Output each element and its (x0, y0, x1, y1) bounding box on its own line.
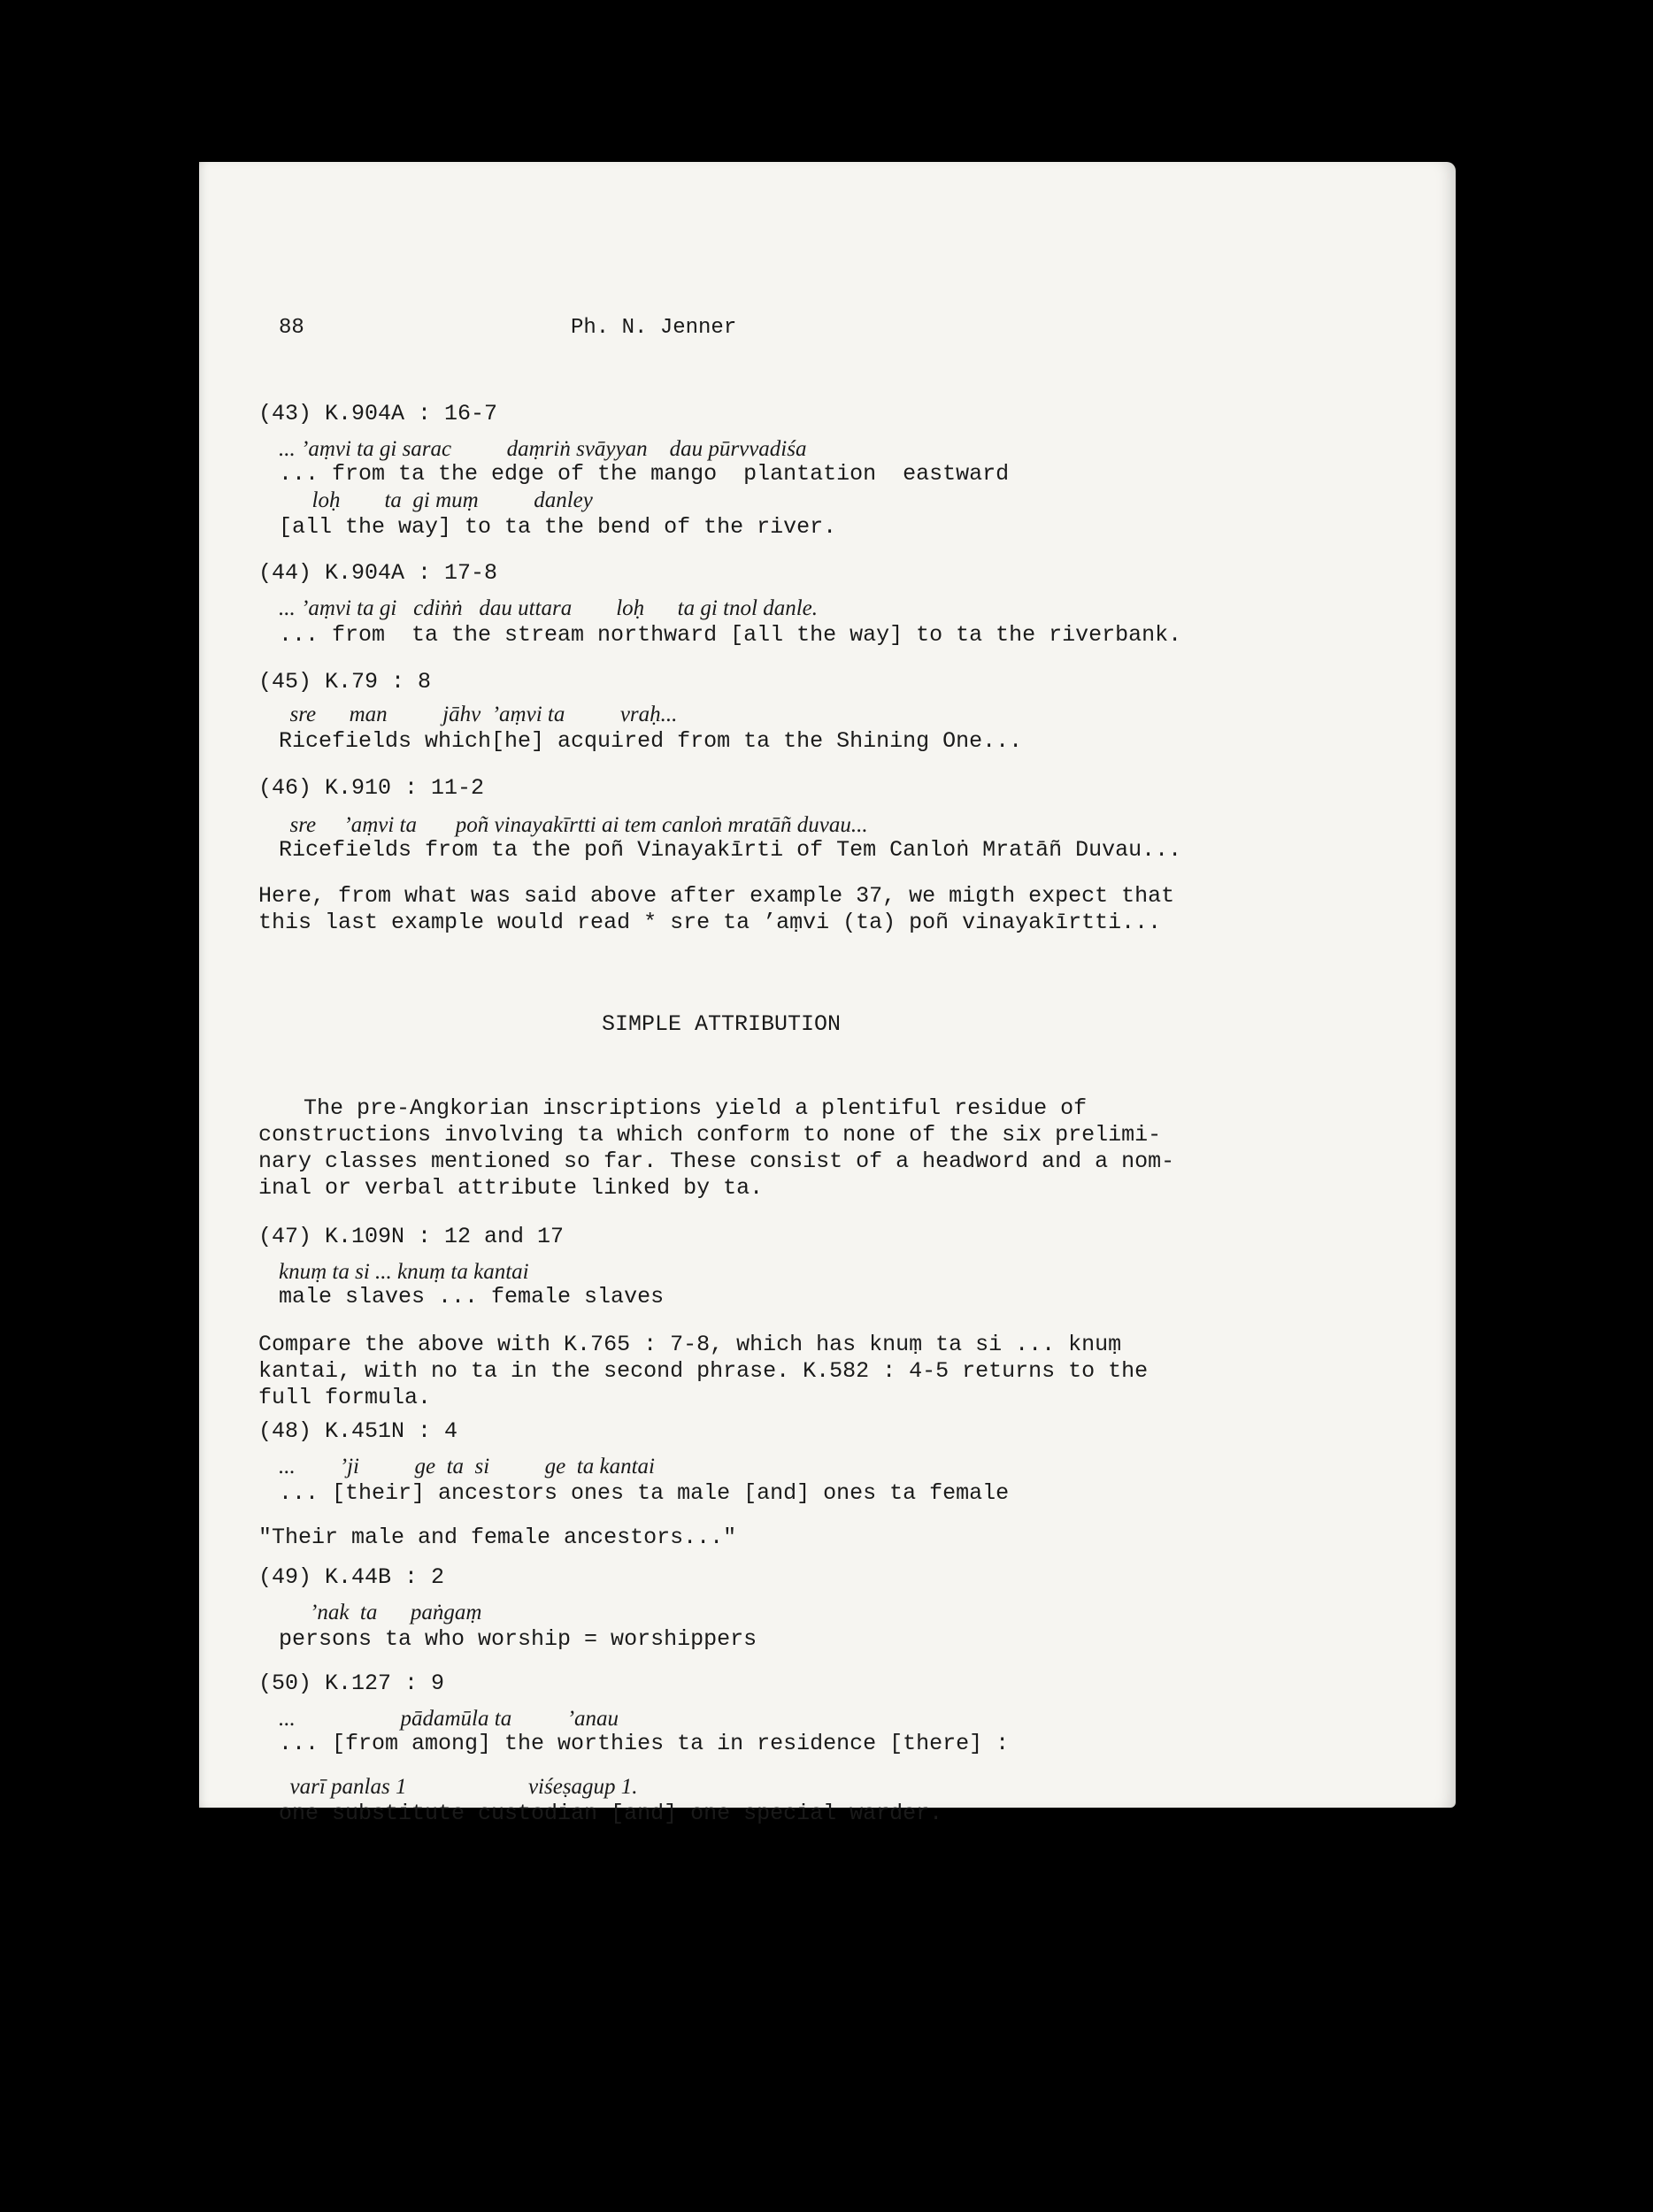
khmer-line: ’nak ta paṅgaṃ (310, 1601, 482, 1624)
example-label: (45) K.79 : 8 (258, 669, 432, 695)
paragraph-line: kantai, with no ta in the second phrase. K.582 : 4-5 returns to the (258, 1358, 1149, 1384)
khmer-line: knuṃ ta si ... knuṃ ta kantai (279, 1260, 529, 1284)
gloss-line: ... [their] ancestors ones ta male [and] ones ta female (279, 1480, 1010, 1506)
section-heading: SIMPLE ATTRIBUTION (602, 1011, 842, 1037)
khmer-line: ... pādamūla ta ’anau (279, 1707, 619, 1731)
khmer-line: ... ’aṃvi ta gi sarac daṃriṅ svāyyan dau pūrvvadiśa (279, 437, 807, 461)
gloss-line: ... from ta the stream northward [all the way] to ta the riverbank. (279, 622, 1182, 648)
khmer-line: sre ’aṃvi ta poñ vinayakīrtti ai tem canloṅ mratāñ duvau... (279, 813, 868, 837)
paragraph-line: Compare the above with K.765 : 7-8, which has knuṃ ta si ... knuṃ (258, 1332, 1122, 1357)
khmer-line: sre man jāhv ’aṃvi ta vraḥ... (279, 703, 678, 726)
example-label: (50) K.127 : 9 (258, 1671, 445, 1696)
example-label: (43) K.904A : 16-7 (258, 401, 498, 426)
gloss-line: ... [from among] the worthies ta in residence [there] : (279, 1731, 1010, 1756)
example-label: (48) K.451N : 4 (258, 1418, 458, 1444)
gloss-line: Ricefields from ta the poñ Vinayakīrti of Tem Canloṅ Mratāñ Duvau... (279, 837, 1182, 863)
khmer-line: ... ’aṃvi ta gi cdiṅṅ dau uttara loḥ ta gi tnol danle. (279, 596, 818, 620)
gloss-line: one substitute custodian [and] one special warder. (279, 1801, 943, 1826)
paragraph-line: inal or verbal attribute linked by ta. (258, 1175, 764, 1201)
khmer-line: ... ’ji ge ta si ge ta kantai (279, 1455, 655, 1479)
gloss-line: male slaves ... female slaves (279, 1284, 665, 1310)
example-label: (47) K.109N : 12 and 17 (258, 1224, 565, 1249)
paragraph-line: constructions involving ta which conform to none of the six prelimi- (258, 1122, 1162, 1148)
khmer-line: loḥ ta gi muṃ danley (279, 488, 593, 512)
khmer-line: varī panlas 1 viśeṣagup 1. (279, 1775, 638, 1799)
gloss-line: Ricefields which[he] acquired from ta the Shining One... (279, 728, 1023, 754)
running-header-author: Ph. N. Jenner (571, 316, 737, 340)
example-label: (46) K.910 : 11-2 (258, 775, 485, 801)
book-page (199, 162, 1456, 1826)
translation-line: "Their male and female ancestors..." (258, 1525, 737, 1550)
page-number: 88 (279, 316, 304, 340)
paragraph-line: Here, from what was said above after example 37, we migth expect that (258, 883, 1175, 909)
gloss-line: ... from ta the edge of the mango plantation eastward (279, 461, 1010, 487)
example-label: (44) K.904A : 17-8 (258, 560, 498, 586)
gloss-line: [all the way] to ta the bend of the river. (279, 514, 837, 540)
gloss-line: persons ta who worship = worshippers (279, 1626, 757, 1652)
paragraph-line: nary classes mentioned so far. These consist of a headword and a nom- (258, 1148, 1175, 1174)
paragraph-line: The pre-Angkorian inscriptions yield a plentiful residue of (304, 1095, 1088, 1121)
example-label: (49) K.44B : 2 (258, 1564, 445, 1590)
paragraph-line: full formula. (258, 1385, 432, 1410)
paragraph-line: this last example would read * sre ta ’aṃvi (ta) poñ vinayakīrtti... (258, 910, 1162, 935)
